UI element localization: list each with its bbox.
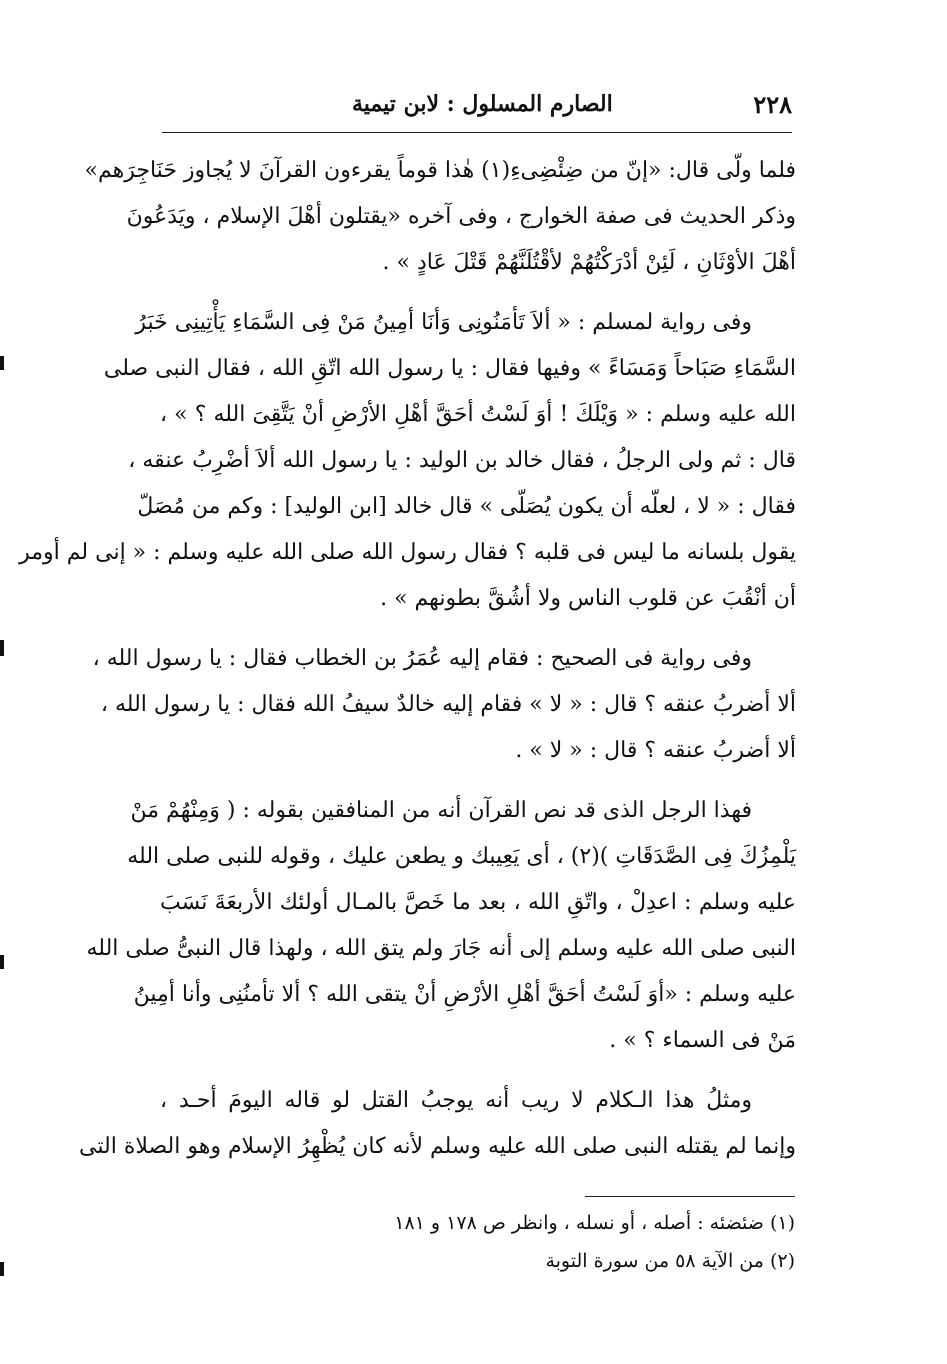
text-line: عليه وسلم : اعدِلْ ، واتّقِ الله ، بعد ما خَصَّ بالمـال أولئك الأربعَةَ نَسَبَ	[160, 890, 796, 915]
body-text	[19, 148, 796, 1184]
page-number: ٢٢٨	[753, 89, 792, 119]
footnote-rule	[585, 1196, 795, 1197]
text-line: فقال : « لا ، لعلّه أن يكون يُصَلّى » قال خالد [ابن الوليد] : وكم من مُصَلّ	[137, 494, 796, 519]
text-line: قال : ثم ولى الرجلُ ، فقال خالد بن الوليد : يا رسول الله ألاَ أضْرِبُ عنقه ،	[128, 448, 796, 473]
text-line: وفى رواية لمسلم : « ألاَ تَأمَنُونِى وَأنَا أمِينُ مَنْ فِى السَّمَاءِ يَأْتِينِى خَبَرُ	[135, 310, 752, 335]
text-line: النبى صلى الله عليه وسلم إلى أنه جَارَ ولم يتق الله ، ولهذا قال النبىُّ صلى الله	[86, 936, 796, 961]
text-line: يقول بلسانه ما ليس فى قلبه ؟ فقال رسول الله صلى الله عليه وسلم : « إنى لم أومر	[19, 540, 796, 565]
text-line: وذكر الحديث فى صفة الخوارج ، وفى آخره «يقتلون أهْلَ الإسلام ، ويَدَعُونَ	[126, 204, 796, 229]
text-line: وفى رواية فى الصحيح : فقام إليه عُمَرُ بن الخطاب فقال : يا رسول الله ،	[92, 646, 752, 671]
paragraph-4	[86, 788, 796, 1064]
scan-margin-mark	[0, 640, 4, 656]
text-line: عليه وسلم : «أوَ لَسْتُ أحَقَّ أهْلِ الأرْضِ أنْ يتقى الله ؟ ألا تأمنُنِى وأنا أمِينُ	[133, 982, 796, 1007]
paragraph-5	[79, 1078, 796, 1170]
text-line: ألا أضربُ عنقه ؟ قال : « لا » .	[515, 738, 796, 763]
text-line: أن أنْقُبَ عن قلوب الناس ولا أشُقَّ بطونهم » .	[380, 586, 796, 611]
text-line: ألا أضربُ عنقه ؟ قال : « لا » فقام إليه خالدٌ سيفُ الله فقال : يا رسول الله ،	[100, 692, 796, 717]
paragraph-3	[92, 636, 796, 774]
page-header	[162, 84, 792, 124]
scan-margin-mark	[0, 1262, 4, 1276]
text-line: أهْلَ الأوْثَانِ ، لَئِنْ أدْرَكْتُهُمْ لأقْتُلَنَّهُمْ قَتْلَ عَادٍ » .	[382, 250, 796, 275]
text-line: السَّمَاءِ صَبَاحاً وَمَسَاءً » وفيها فقال : يا رسول الله اتّقِ الله ، فقال النبى صلى	[103, 356, 796, 381]
header-rule	[162, 132, 792, 133]
text-line: يَلْمِزُكَ فِى الصَّدَقَاتِ )(٢) ، أى يَعِيبك و يطعن عليك ، وقوله للنبى صلى الله	[127, 844, 796, 869]
running-title: الصارم المسلول : لابن تيمية	[352, 91, 613, 117]
text-line: فلما ولّى قال: «إنّ من ضِئْضِىءِ(١) هٰذا قوماً يقرءون القرآنَ لا يُجاوز حَنَاجِرَهم»	[84, 158, 796, 183]
scan-margin-mark	[0, 356, 4, 370]
footnote-1: (١) ضئضئه : أصله ، أو نسله ، وانظر ص ١٧٨ و ١٨١	[394, 1212, 795, 1234]
text-line: وإنما لم يقتله النبى صلى الله عليه وسلم لأنه كان يُظْهِرُ الإسلام وهو الصلاة التى	[79, 1134, 796, 1159]
text-line: مَنْ فى السماء ؟ » .	[609, 1028, 796, 1053]
paragraph-2	[19, 300, 796, 622]
scan-margin-mark	[0, 955, 4, 969]
text-line: ومثلُ هذا الـكلام لا ريب أنه يوجبُ القتل لو قاله اليومَ أحـد ،	[160, 1088, 752, 1113]
text-line: فهذا الرجل الذى قد نص القرآن أنه من المنافقين بقوله : ( وَمِنْهُمْ مَنْ	[130, 798, 752, 823]
paragraph-1	[84, 148, 796, 286]
footnotes	[300, 1204, 795, 1280]
footnote-2: (٢) من الآية ٥٨ من سورة التوبة	[545, 1250, 795, 1272]
text-line: الله عليه وسلم : « وَيْلَكَ ! أوَ لَسْتُ أحَقَّ أهْلِ الأرْضِ أنْ يَتَّقِىَ الله ؟ » ،	[160, 402, 796, 427]
